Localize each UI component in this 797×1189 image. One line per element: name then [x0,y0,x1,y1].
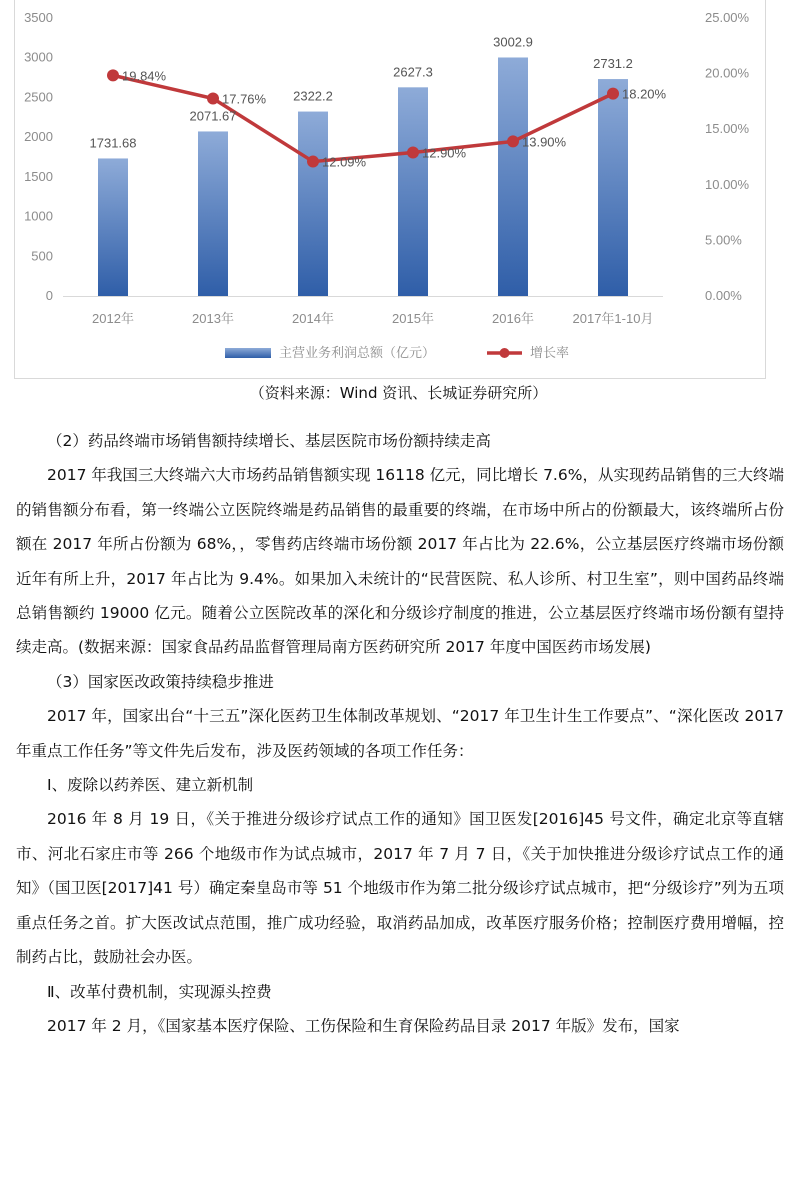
growth-rate-point [307,156,319,168]
bar-data-label: 2071.67 [189,108,237,124]
paragraph: 2017 年我国三大终端六大市场药品销售额实现 16118 亿元，同比增长 7.6%，从实现药品销售的三大终端的销售额分布看，第一终端公立医院终端是药品销售的最重要的终端，在市场中所占的份额最大，该终端所占份额在 2017 年所占份额为 68%，，零售药店终端市场份额 2017 年占比为 22.6%，公立基层医疗终端市场份额近年有所上升，2017 年占比为 9.4%。如果加入未统计的“民营医院、私人诊所、村卫生室”，则中国药品终端总销售额约 19000 亿元。随着公立医院改革的深化和分级诊疗制度的推进，公立基层医疗终端市场份额有望持续走高。(数据来源：国家食品药品监督管理局南方医药研究所 2017 年度中国医药市场发展) [16,466,784,657]
y-right-tick-label: 5.00% [705,232,742,248]
legend-line-marker [500,348,510,358]
bar [298,112,328,296]
x-tick-label: 2015年 [392,311,434,326]
x-tick-label: 2012年 [92,311,134,326]
y-right-tick-label: 10.00% [705,176,750,192]
x-tick-label: 2016年 [492,311,534,326]
growth-rate-point [207,93,219,105]
paragraph: 2017 年，国家出台“十三五”深化医药卫生体制改革规划、“2017 年卫生计生工作要点”、“深化医改 2017 年重点工作任务”等文件先后发布，涉及医药领域的各项工作任务： [16,707,784,760]
legend-bar-swatch [225,348,271,358]
x-tick-label: 2014年 [292,311,334,326]
legend-bar-label: 主营业务利润总额（亿元） [279,346,436,361]
subsection-heading-ii: Ⅱ、改革付费机制，实现源头控费 [47,982,272,1001]
y-left-tick-label: 1500 [24,168,53,184]
y-right-tick-label: 20.00% [705,65,750,81]
bar [198,131,228,296]
y-right-tick-label: 0.00% [705,288,742,303]
y-left-tick-label: 1000 [24,208,53,224]
y-left-tick-label: 2500 [24,89,53,105]
section-heading-2: （2）药品终端市场销售额持续增长、基层医院市场份额持续走高 [47,432,491,450]
growth-data-label: 19.84% [122,68,167,84]
growth-rate-point [107,69,119,81]
y-left-tick-label: 0 [45,288,53,303]
subsection-heading-i: Ⅰ、废除以药养医、建立新机制 [47,776,254,795]
bar-data-label: 2322.2 [293,88,333,104]
bar [398,87,428,296]
bar [498,57,528,296]
section-heading-3: （3）国家医改政策持续稳步推进 [47,672,274,691]
growth-data-label: 17.76% [222,91,267,107]
growth-data-label: 13.90% [522,134,567,150]
growth-rate-point [607,88,619,100]
growth-data-label: 12.09% [322,154,367,170]
y-left-tick-label: 3500 [24,10,53,25]
growth-rate-point [507,135,519,147]
bar [98,158,128,296]
y-left-tick-label: 3000 [24,49,53,65]
combo-chart [15,0,765,378]
growth-data-label: 12.90% [422,145,467,161]
y-left-tick-label: 500 [31,248,53,264]
chart-container [14,0,766,379]
x-tick-label: 2013年 [192,311,234,326]
growth-data-label: 18.20% [622,86,667,102]
y-left-tick-label: 2000 [24,129,53,145]
bar-data-label: 2627.3 [393,64,433,80]
bar [598,79,628,296]
document-body [16,424,784,1043]
figure-caption: （资料来源：Wind 资讯、长城证券研究所） [249,384,548,402]
bar-data-label: 1731.68 [89,135,137,151]
y-right-tick-label: 25.00% [705,10,750,25]
bar-data-label: 2731.2 [593,56,633,72]
growth-rate-point [407,147,419,159]
legend-line-label: 增长率 [530,346,570,361]
bar-data-label: 3002.9 [493,34,533,50]
x-tick-label: 2017年1-10月 [572,311,654,326]
paragraph: 2017 年 2 月，《国家基本医疗保险、工伤保险和生育保险药品目录 2017 年版》发布，国家 [47,1016,680,1035]
paragraph: 2016 年 8 月 19 日，《关于推进分级诊疗试点工作的通知》国卫医发[2016]45 号文件，确定北京等直辖市、河北石家庄市等 266 个地级市作为试点城市，2017 年 7 月 7 日，《关于加快推进分级诊疗试点工作的通知》（国卫医[2017]41 号）确定秦皇岛市等 51 个地级市作为第二批分级诊疗试点城市，把“分级诊疗”列为五项重点任务之首。扩大医改试点范围，推广成功经验，取消药品加成，改革医疗服务价格；控制医疗费用增幅，控制药占比，鼓励社会办医。 [16,810,784,967]
y-right-tick-label: 15.00% [705,121,750,137]
